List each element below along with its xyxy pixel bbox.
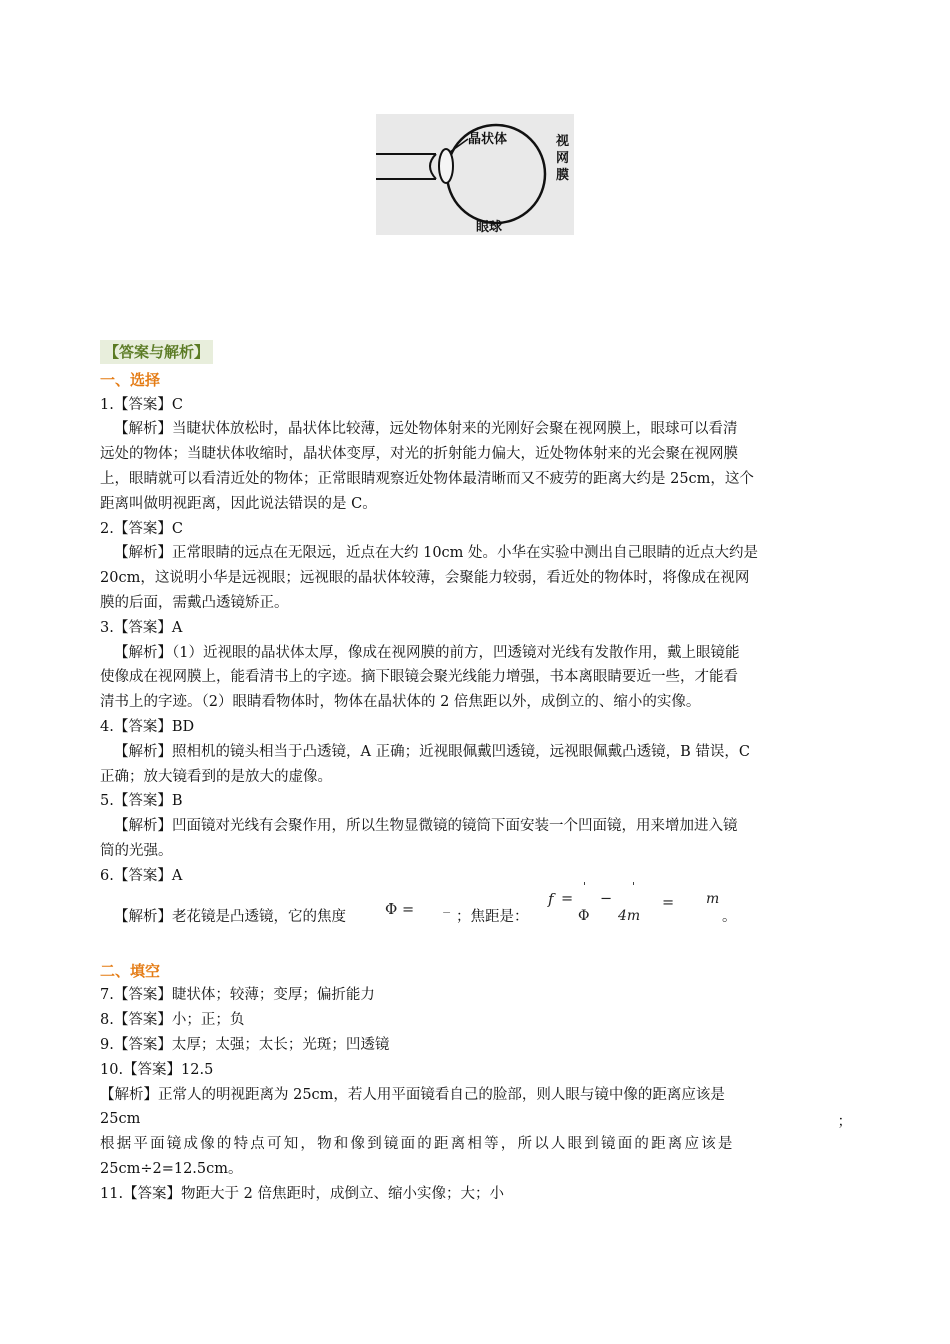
section-choice-title: 一、选择: [100, 370, 161, 389]
q2-analysis-line-1: 【解析】正常眼睛的远点在无限远，近点在大约 10cm 处。小华在实验中测出自己眼睛的近点大约是: [114, 545, 759, 562]
q1-analysis-line-2: 远处的物体；当睫状体收缩时，晶状体变厚，对光的折射能力偏大，近处物体射来的光会聚在视网膜: [100, 446, 738, 463]
q3-analysis-line-2: 使像成在视网膜上，能看清书上的字迹。摘下眼镜会聚光线能力增强，书本离眼睛要近一些，才能看: [100, 669, 738, 686]
q6-analysis-text-b: ；焦距是：: [456, 908, 529, 925]
q5-analysis-line-2: 筒的光强。: [100, 842, 173, 859]
q4-analysis-line-1: 【解析】照相机的镜头相当于凸透镜，A 正确；近视眼佩戴凹透镜，远视眼佩戴凸透镜，B 错误，C: [114, 743, 750, 760]
q6-phi-symbol: Φ: [385, 899, 398, 918]
q10-analysis-line-4: 25cm÷2=12.5cm。: [100, 1160, 243, 1177]
q6-f-symbol: f: [548, 889, 554, 908]
q6-phi-blank: −: [442, 905, 452, 919]
q6-analysis-text-a: 【解析】老花镜是凸透镜，它的焦度: [114, 908, 346, 925]
retina-label-3: 膜: [556, 168, 570, 183]
q8-answer: 8.【答案】小；正；负: [100, 1012, 245, 1029]
q6-result-equals: =: [662, 894, 675, 911]
q6-tick-1: ': [583, 879, 587, 893]
q7-answer: 7.【答案】睫状体；较薄；变厚；偏折能力: [100, 987, 375, 1004]
q10-analysis-line-2: 25cm: [100, 1111, 141, 1128]
lens-label: 晶状体: [468, 132, 508, 147]
q6-analysis-text-c: 。: [722, 908, 737, 925]
q2-analysis-line-2: 20cm，这说明小华是远视眼；远视眼的晶状体较薄，会聚能力较弱，看近处的物体时，将像成在视网: [100, 570, 750, 587]
q10-analysis-semicolon: ；: [837, 1114, 852, 1131]
lens-shape: [439, 149, 453, 183]
section-fill-title: 二、填空: [100, 961, 161, 980]
q6-analysis-formula-row: [100, 879, 852, 955]
q4-answer: 4.【答案】BD: [100, 718, 195, 735]
q3-analysis-line-3: 清书上的字迹。（2）眼睛看物体时，物体在晶状体的 2 倍焦距以外，成倒立的、缩小的实像。: [100, 694, 701, 711]
q1-analysis-line-3: 上，眼睛就可以看清近处的物体；正常眼睛观察近处物体最清晰而又不疲劳的距离大约是 25cm，这个: [100, 470, 754, 487]
q11-answer: 11.【答案】物距大于 2 倍焦距时，成倒立、缩小实像；大；小: [100, 1185, 505, 1202]
q10-answer: 10.【答案】12.5: [100, 1061, 214, 1078]
q1-analysis-line-4: 距离叫做明视距离，因此说法错误的是 C。: [100, 495, 377, 512]
q1-answer: 1.【答案】C: [100, 396, 183, 413]
q6-m-unit: m: [706, 890, 720, 907]
q2-answer: 2.【答案】C: [100, 520, 183, 537]
q10-analysis-line-1: 【解析】正常人的明视距离为 25cm，若人用平面镜看自己的脸部，则人眼与镜中像的距离应该是: [100, 1086, 725, 1103]
q2-analysis-line-3: 膜的后面，需戴凸透镜矫正。: [100, 594, 289, 611]
q4-analysis-line-2: 正确；放大镜看到的是放大的虚像。: [100, 768, 332, 785]
q1-analysis-line-1: 【解析】当睫状体放松时，晶状体比较薄，远处物体射来的光刚好会聚在视网膜上，眼球可以看清: [114, 421, 738, 438]
q6-answer: 6.【答案】A: [100, 867, 183, 884]
q5-answer: 5.【答案】B: [100, 793, 183, 810]
q6-phi-equals: =: [402, 901, 415, 918]
q5-analysis-line-1: 【解析】凹面镜对光线有会聚作用，所以生物显微镜的镜筒下面安装一个凹面镜，用来增加进入镜: [114, 818, 738, 835]
q6-phi-denominator: Φ: [578, 907, 590, 924]
retina-label-1: 视: [556, 134, 570, 149]
eyeball-label: 眼球: [476, 220, 503, 235]
retina-label-2: 网: [556, 151, 570, 166]
q9-answer: 9.【答案】太厚；太强；太长；光斑；凹透镜: [100, 1036, 390, 1053]
eye-diagram: [376, 114, 574, 235]
q3-answer: 3.【答案】A: [100, 619, 183, 636]
q6-four-m: 4m: [618, 907, 641, 924]
q6-minus: −: [600, 890, 613, 907]
answers-title: 【答案与解析】: [100, 340, 213, 364]
q6-tick-2: ': [632, 879, 636, 893]
q3-analysis-line-1: 【解析】（1）近视眼的晶状体太厚，像成在视网膜的前方，凹透镜对光线有发散作用，戴上眼镜能: [114, 644, 740, 661]
q6-f-equals: =: [561, 890, 574, 907]
answers-content: [100, 340, 852, 1207]
q10-analysis-line-3: 根据平面镜成像的特点可知，物和像到镜面的距离相等，所以人眼到镜面的距离应该是: [100, 1136, 735, 1153]
q10-analysis-line-2-row: [100, 1107, 852, 1132]
